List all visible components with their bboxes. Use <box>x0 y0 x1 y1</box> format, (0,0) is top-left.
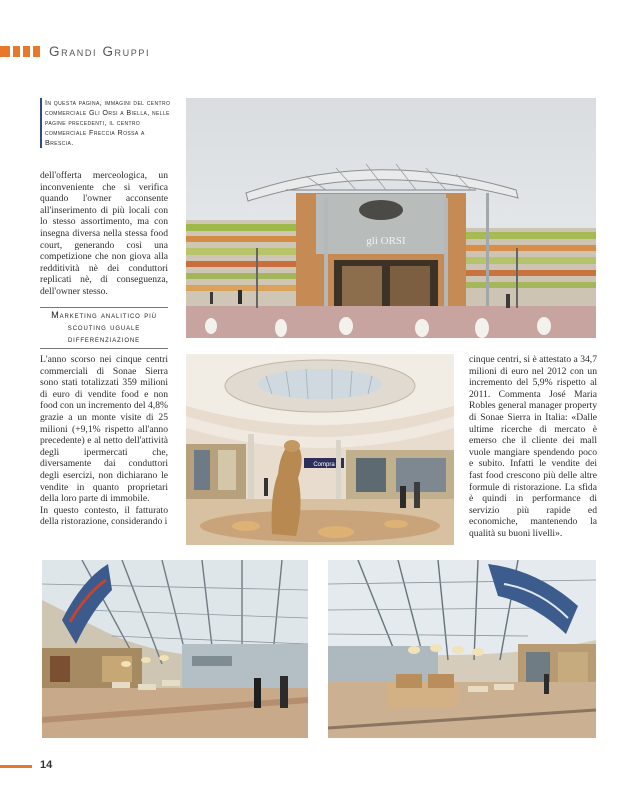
paragraph: cinque centri, si è attestato a 34,7 milioni di euro nel 2012 con un incremento del 5,9% rispetto al 2011. Commenta José Maria Robles general manager property di Sonae Sierra in Italia: «Dalle ultime ricerche di mercato è emerso che il cliente dei mall vuole mangiare spendendo poco e subito. Infatti le vendite dei fast food crescono più delle altre formule di ristorazione. La sfida è quindi in performance di servizio più rapide ed economiche, mantenendo la qualità su buoni livelli». <box>469 354 597 539</box>
accent-square <box>23 46 30 57</box>
section-title: Grandi Gruppi <box>49 43 151 59</box>
photo-food-court-left <box>42 560 308 738</box>
photo-food-court-right <box>328 560 596 738</box>
section-header <box>0 44 150 58</box>
accent-square <box>33 46 40 57</box>
photo-mall-exterior <box>186 98 596 338</box>
photo-mall-interior <box>186 354 454 545</box>
paragraph: L'anno scorso nei cinque centri commerciali di Sonae Sierra sono stati totalizzati 359 milioni di euro di vendite food e non food con un incremento del 4,8% grazie a un monte visite di 25 milioni (+9,1% rispetto all'anno precedente) e al netto dell'attività degli ipermercati che, diversamente dai conduttori degli esercizi, non dichiarano le vendite in quanto proprietari della loro parte di immobile. <box>40 354 168 505</box>
text-column-3 <box>469 354 597 540</box>
paragraph: In questo contesto, il fatturato della ristorazione, considerando i <box>40 504 168 528</box>
subheading: Marketing analitico più scouting uguale differenziazione <box>40 307 168 349</box>
accent-square <box>0 46 10 57</box>
photo-caption: In questa pagina, immagini del centro commerciale Gli Orsi a Biella, nelle pagine precedenti, il centro commerciale Freccia Rossa a Brescia. <box>40 98 171 148</box>
accent-square <box>13 46 20 57</box>
page-number-bar <box>0 765 32 768</box>
text-column-1 <box>40 170 168 298</box>
paragraph: dell'offerta merceologica, un inconveniente che si verifica quando l'owner acconsente all'inserimento di più locali con lo stesso assortimento, ma con insegna diversa nella stessa food court, generando così una competizione che non giova alla redditività nè dei conduttori replicati nè, di conseguenza, dell'owner stesso. <box>40 170 168 297</box>
page-number: 14 <box>40 759 53 771</box>
mall-sign: gli ORSI <box>366 235 406 247</box>
shop-sign: Compra <box>313 462 335 468</box>
text-column-2 <box>40 354 168 528</box>
